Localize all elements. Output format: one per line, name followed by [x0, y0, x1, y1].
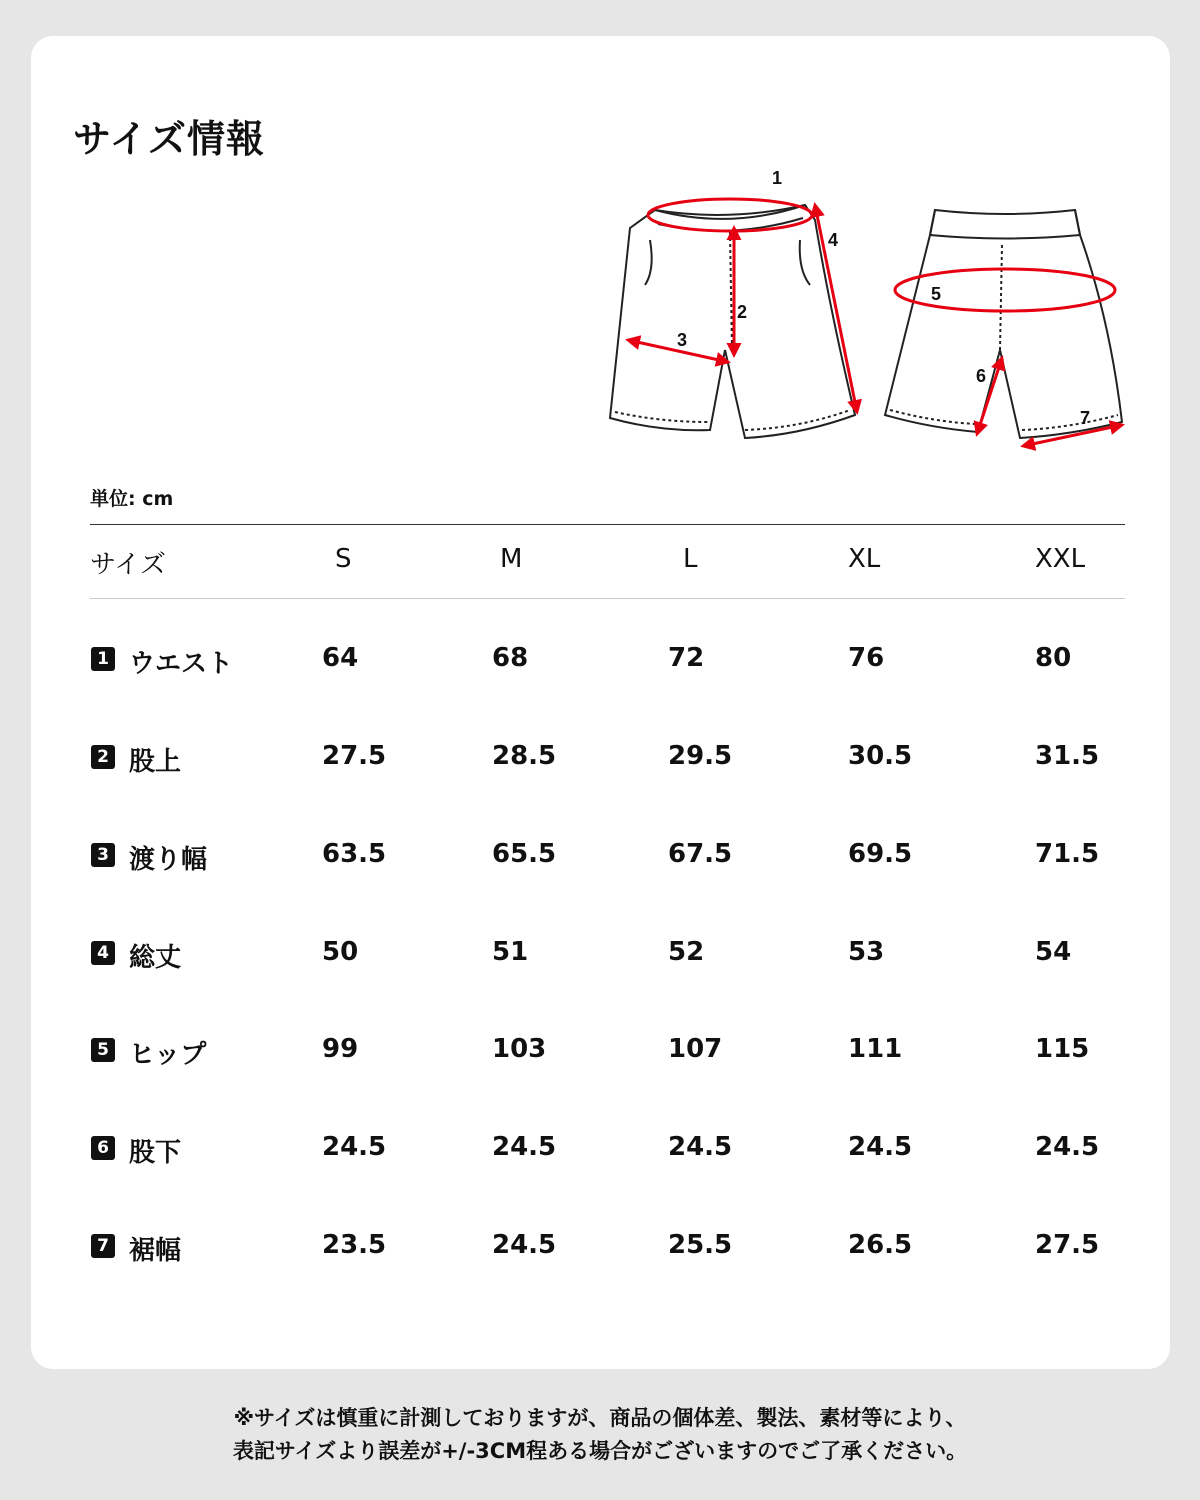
cell-l: 107: [668, 1034, 723, 1064]
header-size-s: S: [335, 544, 352, 574]
cell-l: 29.5: [668, 741, 733, 771]
diagram-label-7: 7: [1080, 408, 1091, 428]
table-row: [0, 1226, 1200, 1266]
row-badge: 2: [91, 745, 115, 769]
diagram-label-6: 6: [976, 366, 987, 386]
cell-m: 68: [492, 643, 529, 673]
cell-s: 50: [322, 937, 359, 967]
row-badge: 6: [91, 1136, 115, 1160]
cell-xl: 69.5: [848, 839, 913, 869]
cell-xl: 111: [848, 1034, 903, 1064]
header-size-m: M: [500, 544, 523, 574]
table-row: [0, 835, 1200, 875]
disclaimer-line: ※サイズは慎重に計測しておりますが、商品の個体差、製法、素材等により、: [233, 1406, 967, 1430]
cell-xl: 24.5: [848, 1132, 913, 1162]
row-label: 裾幅: [129, 1236, 182, 1266]
cell-m: 65.5: [492, 839, 557, 869]
cell-l: 52: [668, 937, 705, 967]
diagram-label-3: 3: [677, 330, 688, 350]
diagram-label-1: 1: [772, 168, 783, 188]
cell-m: 51: [492, 937, 529, 967]
disclaimer-note: [0, 1402, 1200, 1468]
table-row: [0, 639, 1200, 679]
cell-xl: 76: [848, 643, 885, 673]
cell-s: 24.5: [322, 1132, 387, 1162]
table-header-rule: [90, 598, 1125, 599]
row-badge: 3: [91, 843, 115, 867]
cell-xxl: 80: [1035, 643, 1072, 673]
diagram-label-2: 2: [737, 302, 748, 322]
cell-s: 23.5: [322, 1230, 387, 1260]
cell-xxl: 71.5: [1035, 839, 1100, 869]
cell-l: 25.5: [668, 1230, 733, 1260]
diagram-label-4: 4: [828, 230, 839, 250]
row-label: ウエスト: [129, 649, 234, 679]
row-badge: 7: [91, 1234, 115, 1258]
row-badge: 1: [91, 647, 115, 671]
cell-xl: 30.5: [848, 741, 913, 771]
cell-s: 99: [322, 1034, 359, 1064]
row-label: 股上: [129, 747, 182, 777]
table-row: [0, 737, 1200, 777]
row-label: 総丈: [129, 943, 182, 973]
cell-l: 24.5: [668, 1132, 733, 1162]
table-row: [0, 1030, 1200, 1070]
cell-l: 72: [668, 643, 705, 673]
header-size-label: サイズ: [90, 550, 166, 580]
row-label: 股下: [129, 1138, 182, 1168]
cell-m: 28.5: [492, 741, 557, 771]
back-shorts-illustration: [885, 210, 1122, 438]
cell-xxl: 31.5: [1035, 741, 1100, 771]
cell-l: 67.5: [668, 839, 733, 869]
table-header-row: [0, 540, 1200, 580]
table-row: [0, 933, 1200, 973]
header-size-xl: XL: [848, 544, 881, 574]
cell-xxl: 24.5: [1035, 1132, 1100, 1162]
diagram-label-5: 5: [931, 284, 942, 304]
shorts-measurement-diagram: [600, 160, 1140, 460]
table-top-rule: [90, 524, 1125, 525]
unit-label: 単位: cm: [90, 488, 174, 510]
cell-s: 63.5: [322, 839, 387, 869]
row-label: 渡り幅: [129, 845, 208, 875]
row-label: ヒップ: [129, 1040, 207, 1070]
cell-xl: 26.5: [848, 1230, 913, 1260]
cell-m: 24.5: [492, 1230, 557, 1260]
disclaimer-line: 表記サイズより誤差が+/-3CM程ある場合がございますのでご了承ください。: [232, 1439, 968, 1463]
page-title: サイズ情報: [73, 117, 265, 161]
cell-xl: 53: [848, 937, 885, 967]
cell-m: 24.5: [492, 1132, 557, 1162]
cell-xxl: 27.5: [1035, 1230, 1100, 1260]
row-badge: 4: [91, 941, 115, 965]
cell-s: 64: [322, 643, 359, 673]
cell-s: 27.5: [322, 741, 387, 771]
cell-xxl: 54: [1035, 937, 1072, 967]
cell-xxl: 115: [1035, 1034, 1090, 1064]
header-size-xxl: XXL: [1035, 544, 1086, 574]
table-row: [0, 1128, 1200, 1168]
cell-m: 103: [492, 1034, 547, 1064]
row-badge: 5: [91, 1038, 115, 1062]
header-size-l: L: [683, 544, 698, 574]
